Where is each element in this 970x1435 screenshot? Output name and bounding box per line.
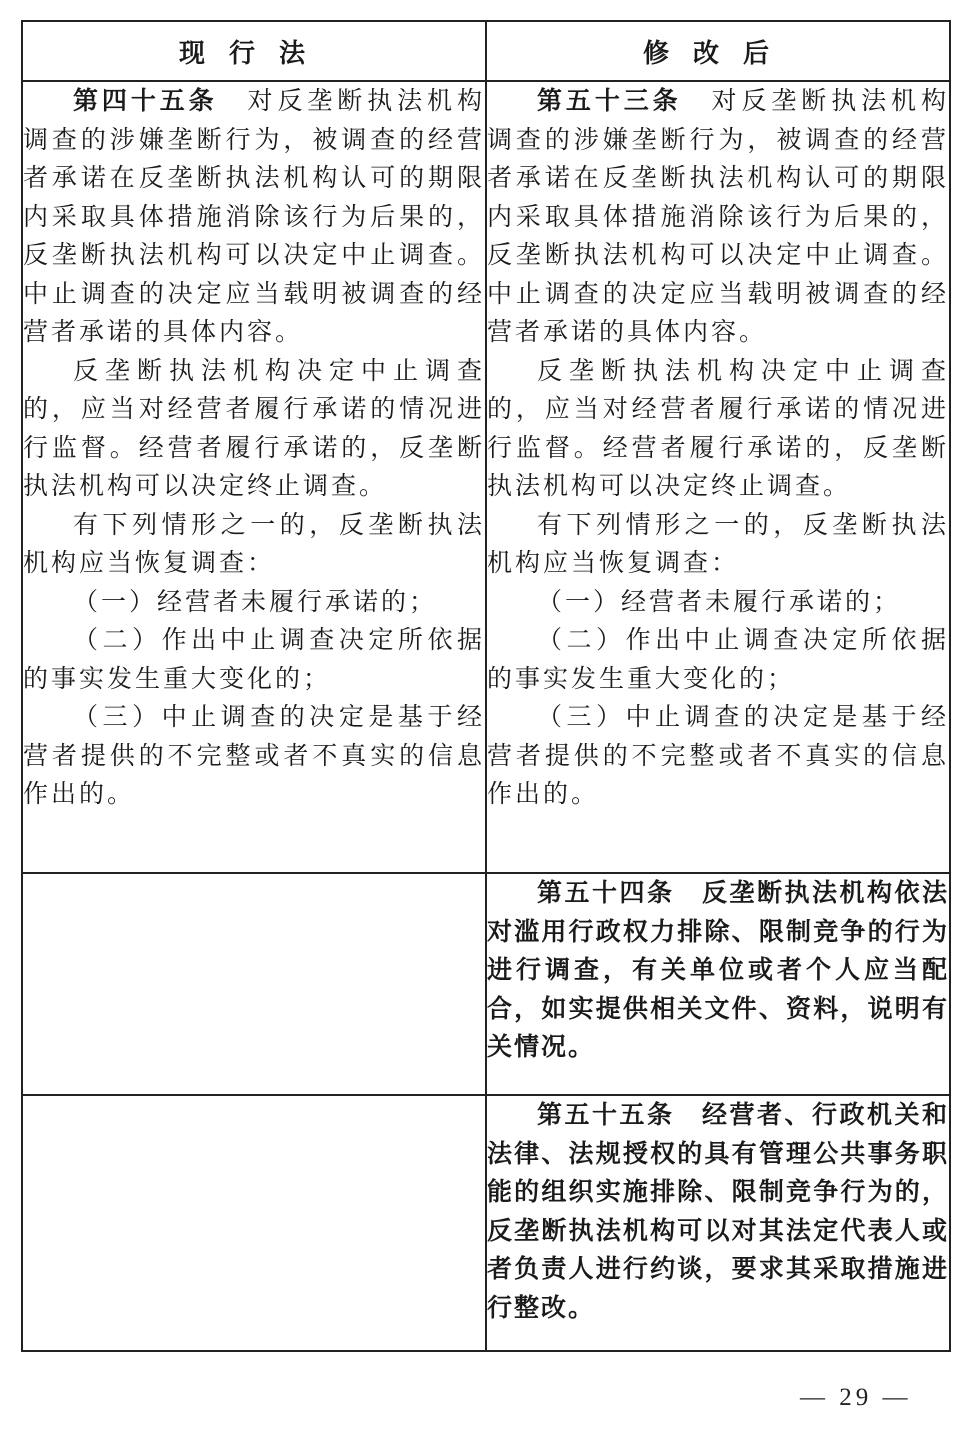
header-row (22, 21, 950, 81)
article-list-item: （三）中止调查的决定是基于经营者提供的不完整或者不真实的信息作出的。 (23, 702, 485, 808)
amended-law-cell (486, 1095, 950, 1351)
article-text: 对反垄断执法机构调查的涉嫌垄断行为，被调查的经营者承诺在反垄断执法机构认可的期限内采取具体措施消除该行为后果的，反垄断执法机构可以决定中止调查。中止调查的决定应当载明被调查的经营者承诺的具体内容。 (23, 86, 485, 346)
article-number: 第五十三条 (537, 86, 682, 115)
article-list-item: （二）作出中止调查决定所依据的事实发生重大变化的； (487, 625, 949, 693)
amended-law-cell (486, 81, 950, 873)
current-law-cell-empty (22, 873, 486, 1095)
article-paragraph: 反垄断执法机构决定中止调查的，应当对经营者履行承诺的情况进行监督。经营者履行承诺的，反垄断执法机构可以决定终止调查。 (487, 355, 949, 500)
article-paragraph (23, 82, 485, 352)
article-list-item: （一）经营者未履行承诺的； (73, 586, 438, 616)
article-text: 经营者、行政机关和法律、法规授权的具有管理公共事务职能的组织实施排除、限制竞争行为的，反垄断执法机构可以对其法定代表人或者负责人进行约谈，要求其采取措施进行整改。 (487, 1100, 949, 1322)
article-paragraph: 有下列情形之一的，反垄断执法机构应当恢复调查： (23, 509, 485, 577)
amended-law-cell (486, 873, 950, 1095)
article-paragraph: 有下列情形之一的，反垄断执法机构应当恢复调查： (487, 509, 949, 577)
article-list-item: （一）经营者未履行承诺的； (537, 586, 902, 616)
page-number: — 29 — (800, 1384, 912, 1411)
article-text: 对反垄断执法机构调查的涉嫌垄断行为，被调查的经营者承诺在反垄断执法机构认可的期限内采取具体措施消除该行为后果的，反垄断执法机构可以决定中止调查。中止调查的决定应当载明被调查的经营者承诺的具体内容。 (487, 86, 949, 346)
article-paragraph (487, 82, 949, 352)
header-current-law: 现行法 (22, 21, 486, 81)
new-article-paragraph (487, 874, 949, 1067)
table-row (22, 1095, 950, 1351)
article-list-item: （三）中止调查的决定是基于经营者提供的不完整或者不真实的信息作出的。 (487, 702, 949, 808)
article-paragraph: 反垄断执法机构决定中止调查的，应当对经营者履行承诺的情况进行监督。经营者履行承诺的，反垄断执法机构可以决定终止调查。 (23, 355, 485, 500)
current-law-cell-empty (22, 1095, 486, 1351)
article-number: 第五十五条 (537, 1100, 675, 1129)
article-number: 第五十四条 (537, 878, 675, 907)
current-law-cell (22, 81, 486, 873)
header-amended-law: 修改后 (486, 21, 950, 81)
new-article-paragraph (487, 1096, 949, 1327)
article-number: 第四十五条 (73, 86, 218, 115)
law-comparison-table (21, 20, 951, 1352)
article-text: 反垄断执法机构依法对滥用行政权力排除、限制竞争的行为进行调查，有关单位或者个人应当配合，如实提供相关文件、资料，说明有关情况。 (487, 878, 949, 1061)
table-row (22, 873, 950, 1095)
article-list-item: （二）作出中止调查决定所依据的事实发生重大变化的； (23, 625, 485, 693)
table-row (22, 81, 950, 873)
